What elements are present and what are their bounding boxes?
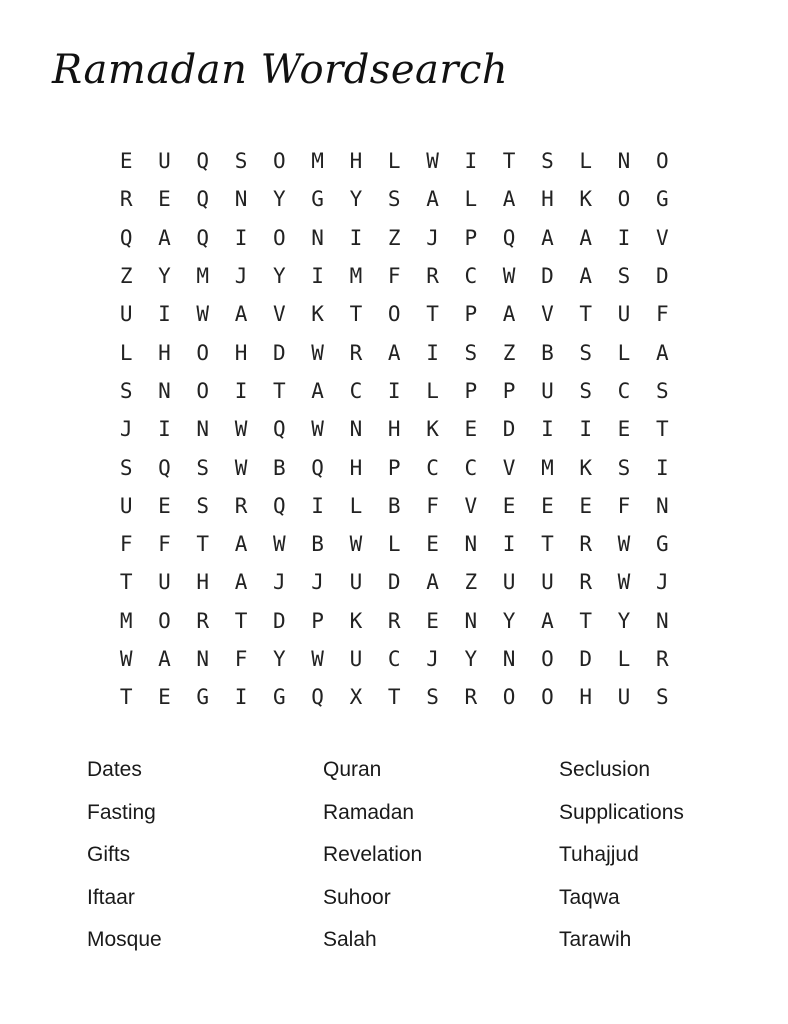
- grid-letter[interactable]: W: [234, 455, 248, 480]
- grid-letter[interactable]: A: [387, 340, 401, 365]
- grid-letter[interactable]: V: [655, 225, 669, 250]
- grid-letter[interactable]: O: [502, 685, 516, 710]
- grid-letter[interactable]: P: [387, 455, 401, 480]
- grid-letter[interactable]: P: [464, 302, 478, 327]
- grid-letter[interactable]: O: [196, 340, 210, 365]
- grid-letter[interactable]: H: [234, 340, 248, 365]
- grid-letter[interactable]: A: [426, 570, 439, 595]
- grid-letter[interactable]: H: [196, 570, 210, 595]
- grid-letter[interactable]: E: [426, 608, 439, 633]
- grid-letter[interactable]: I: [311, 493, 324, 518]
- grid-letter[interactable]: J: [426, 647, 439, 671]
- grid-letter[interactable]: R: [426, 264, 439, 289]
- grid-letter[interactable]: E: [158, 493, 171, 518]
- grid-letter[interactable]: R: [234, 493, 248, 518]
- grid-letter[interactable]: M: [196, 264, 210, 289]
- grid-letter[interactable]: Y: [273, 187, 286, 212]
- grid-letter[interactable]: Q: [158, 455, 171, 480]
- grid-letter[interactable]: S: [196, 493, 210, 518]
- grid-letter[interactable]: I: [617, 225, 631, 250]
- grid-letter[interactable]: J: [426, 225, 439, 250]
- grid-letter[interactable]: X: [349, 685, 363, 710]
- grid-letter[interactable]: C: [387, 647, 401, 671]
- grid-letter[interactable]: W: [311, 647, 324, 671]
- grid-letter[interactable]: N: [617, 149, 631, 174]
- grid-letter[interactable]: I: [426, 340, 439, 365]
- grid-letter[interactable]: A: [502, 187, 516, 212]
- grid-letter[interactable]: L: [349, 493, 363, 518]
- grid-letter[interactable]: U: [502, 570, 516, 595]
- word-list-item: Suhoor: [323, 885, 391, 909]
- grid-letter[interactable]: Q: [273, 493, 286, 518]
- grid-letter[interactable]: U: [349, 647, 363, 671]
- grid-letter[interactable]: A: [541, 225, 554, 250]
- word-list-item: Taqwa: [559, 885, 620, 909]
- grid-letter[interactable]: A: [579, 264, 593, 289]
- grid-letter[interactable]: T: [234, 608, 248, 633]
- grid-letter[interactable]: F: [655, 302, 669, 327]
- grid-letter[interactable]: N: [196, 647, 210, 671]
- grid-letter[interactable]: P: [502, 378, 516, 403]
- grid-letter[interactable]: G: [273, 685, 286, 710]
- grid-letter[interactable]: L: [464, 187, 478, 212]
- word-list-item: Revelation: [323, 843, 423, 866]
- grid-letter[interactable]: F: [387, 264, 401, 289]
- grid-letter[interactable]: M: [541, 455, 554, 480]
- grid-letter[interactable]: W: [119, 647, 133, 671]
- grid-letter[interactable]: T: [579, 302, 593, 327]
- grid-letter[interactable]: I: [349, 225, 363, 250]
- grid-letter[interactable]: U: [119, 302, 133, 327]
- grid-letter[interactable]: H: [349, 149, 363, 174]
- word-list-item: Salah: [323, 928, 377, 951]
- grid-letter[interactable]: F: [158, 532, 171, 557]
- grid-letter[interactable]: J: [273, 570, 286, 595]
- grid-letter[interactable]: Q: [119, 225, 133, 250]
- grid-letter[interactable]: R: [349, 340, 363, 365]
- word-list-item: Dates: [87, 758, 142, 781]
- grid-letter[interactable]: E: [158, 187, 171, 212]
- grid-letter[interactable]: K: [579, 187, 593, 212]
- grid-letter[interactable]: O: [273, 149, 286, 174]
- grid-letter[interactable]: V: [502, 455, 516, 480]
- grid-letter[interactable]: Y: [273, 647, 286, 671]
- grid-letter[interactable]: O: [655, 149, 669, 174]
- grid-letter[interactable]: W: [196, 302, 210, 327]
- grid-letter[interactable]: N: [655, 493, 669, 518]
- grid-letter[interactable]: I: [234, 225, 248, 250]
- grid-letter[interactable]: S: [119, 455, 133, 480]
- grid-letter[interactable]: S: [119, 378, 133, 403]
- grid-letter[interactable]: H: [158, 340, 171, 365]
- grid-letter[interactable]: E: [541, 493, 554, 518]
- grid-letter[interactable]: K: [579, 455, 593, 480]
- grid-letter[interactable]: W: [502, 264, 516, 289]
- grid-letter[interactable]: C: [464, 455, 478, 480]
- grid-letter[interactable]: B: [387, 493, 401, 518]
- grid-letter[interactable]: F: [426, 493, 439, 518]
- grid-letter[interactable]: A: [655, 340, 669, 365]
- grid-letter[interactable]: W: [617, 532, 631, 557]
- grid-letter[interactable]: A: [158, 647, 171, 671]
- grid-letter[interactable]: G: [311, 187, 324, 212]
- grid-letter[interactable]: N: [234, 187, 248, 212]
- word-list-item: Fasting: [87, 800, 156, 824]
- grid-letter[interactable]: S: [196, 455, 210, 480]
- grid-letter[interactable]: I: [502, 532, 516, 557]
- grid-letter[interactable]: Y: [464, 647, 478, 671]
- word-list-item: Ramadan: [323, 800, 415, 824]
- grid-letter[interactable]: A: [541, 608, 554, 633]
- grid-letter[interactable]: W: [311, 417, 324, 442]
- grid-letter[interactable]: Z: [387, 225, 401, 250]
- grid-letter[interactable]: N: [158, 378, 171, 403]
- grid-letter[interactable]: T: [273, 378, 286, 403]
- grid-letter[interactable]: O: [541, 647, 554, 671]
- grid-letter[interactable]: C: [349, 378, 363, 403]
- grid-letter[interactable]: T: [196, 532, 210, 557]
- grid-letter[interactable]: I: [234, 685, 248, 710]
- grid-letter[interactable]: T: [426, 302, 439, 327]
- grid-letter[interactable]: S: [234, 149, 248, 174]
- grid-letter[interactable]: D: [273, 340, 286, 365]
- word-list-item: Quran: [323, 758, 382, 781]
- word-list: [87, 750, 747, 963]
- grid-letter[interactable]: U: [158, 149, 171, 174]
- grid-letter[interactable]: A: [579, 225, 593, 250]
- grid-letter[interactable]: Y: [273, 264, 286, 289]
- grid-letter[interactable]: Y: [617, 608, 631, 633]
- grid-letter[interactable]: S: [579, 340, 593, 365]
- grid-letter[interactable]: F: [234, 647, 248, 671]
- grid-letter[interactable]: Y: [349, 187, 363, 212]
- grid-letter[interactable]: M: [119, 608, 133, 633]
- grid-letter[interactable]: A: [234, 302, 248, 327]
- grid-letter[interactable]: D: [655, 264, 669, 289]
- grid-letter[interactable]: F: [617, 493, 631, 518]
- grid-letter[interactable]: S: [617, 455, 631, 480]
- grid-letter[interactable]: H: [579, 685, 593, 710]
- grid-letter[interactable]: L: [387, 532, 401, 557]
- grid-letter[interactable]: Z: [464, 570, 478, 595]
- grid-letter[interactable]: G: [196, 685, 210, 710]
- grid-letter[interactable]: Q: [196, 149, 210, 174]
- grid-letter[interactable]: A: [234, 532, 248, 557]
- grid-letter[interactable]: I: [464, 149, 478, 174]
- grid-letter[interactable]: I: [579, 417, 593, 442]
- grid-letter[interactable]: A: [311, 378, 324, 403]
- grid-letter[interactable]: Q: [196, 225, 210, 250]
- grid-letter[interactable]: S: [541, 149, 554, 174]
- grid-letter[interactable]: D: [541, 264, 554, 289]
- grid-letter[interactable]: N: [349, 417, 363, 442]
- grid-letter[interactable]: Y: [158, 264, 171, 289]
- grid-letter[interactable]: Q: [273, 417, 286, 442]
- grid-letter[interactable]: V: [464, 493, 478, 518]
- grid-letter[interactable]: H: [387, 417, 401, 442]
- grid-letter[interactable]: I: [541, 417, 554, 442]
- word-list-item: Iftaar: [87, 885, 135, 909]
- grid-letter[interactable]: N: [464, 608, 478, 633]
- grid-letter[interactable]: U: [541, 570, 554, 595]
- grid-letter[interactable]: T: [579, 608, 593, 633]
- grid-letter[interactable]: Q: [311, 455, 324, 480]
- letter-grid: [107, 142, 681, 716]
- grid-letter[interactable]: R: [387, 608, 401, 633]
- grid-letter[interactable]: E: [579, 493, 593, 518]
- grid-letter[interactable]: S: [617, 264, 631, 289]
- grid-letter[interactable]: W: [426, 149, 439, 174]
- grid-letter[interactable]: O: [196, 378, 210, 403]
- grid-letter[interactable]: N: [464, 532, 478, 557]
- grid-letter[interactable]: Z: [502, 340, 516, 365]
- grid-letter[interactable]: L: [579, 149, 593, 174]
- grid-letter[interactable]: J: [119, 417, 133, 442]
- grid-letter[interactable]: L: [119, 340, 133, 365]
- grid-letter[interactable]: S: [655, 378, 669, 403]
- grid-letter[interactable]: W: [311, 340, 324, 365]
- grid-letter[interactable]: U: [541, 378, 554, 403]
- grid-letter[interactable]: I: [311, 264, 324, 289]
- grid-letter[interactable]: T: [387, 685, 401, 710]
- grid-letter[interactable]: U: [617, 302, 631, 327]
- grid-letter[interactable]: I: [655, 455, 669, 480]
- grid-letter[interactable]: B: [541, 340, 554, 365]
- grid-letter[interactable]: R: [196, 608, 210, 633]
- grid-letter[interactable]: P: [311, 608, 324, 633]
- grid-letter[interactable]: I: [387, 378, 401, 403]
- grid-letter[interactable]: V: [273, 302, 286, 327]
- grid-letter[interactable]: I: [158, 302, 171, 327]
- grid-letter[interactable]: D: [387, 570, 401, 595]
- grid-letter[interactable]: S: [426, 685, 439, 710]
- grid-letter[interactable]: N: [196, 417, 210, 442]
- grid-letter[interactable]: G: [655, 532, 669, 557]
- grid-letter[interactable]: C: [617, 378, 631, 403]
- grid-letter[interactable]: L: [617, 647, 631, 671]
- page-title: Ramadan Wordsearch: [52, 47, 509, 93]
- grid-letter[interactable]: T: [349, 302, 363, 327]
- grid-letter[interactable]: A: [502, 302, 516, 327]
- grid-letter[interactable]: P: [464, 378, 478, 403]
- grid-letter[interactable]: T: [119, 570, 133, 595]
- grid-letter[interactable]: E: [158, 685, 171, 710]
- grid-letter[interactable]: I: [234, 378, 248, 403]
- grid-letter[interactable]: L: [426, 378, 439, 403]
- grid-letter[interactable]: L: [617, 340, 631, 365]
- grid-letter[interactable]: E: [119, 149, 133, 174]
- grid-letter[interactable]: C: [464, 264, 478, 289]
- grid-letter[interactable]: W: [234, 417, 248, 442]
- grid-letter[interactable]: A: [158, 225, 171, 250]
- word-list-item: Gifts: [87, 843, 131, 866]
- word-list-item: Tarawih: [559, 928, 632, 951]
- grid-letter[interactable]: U: [349, 570, 363, 595]
- grid-letter[interactable]: H: [349, 455, 363, 480]
- grid-letter[interactable]: K: [426, 417, 439, 442]
- grid-letter[interactable]: J: [234, 264, 248, 289]
- grid-letter[interactable]: N: [502, 647, 516, 671]
- grid-letter[interactable]: W: [273, 532, 286, 557]
- grid-letter[interactable]: O: [617, 187, 631, 212]
- grid-letter[interactable]: E: [617, 417, 631, 442]
- grid-letter[interactable]: H: [541, 187, 554, 212]
- grid-letter[interactable]: T: [655, 417, 669, 442]
- grid-letter[interactable]: S: [464, 340, 478, 365]
- grid-letter[interactable]: O: [387, 302, 401, 327]
- grid-letter[interactable]: O: [158, 608, 171, 633]
- grid-letter[interactable]: R: [579, 532, 593, 557]
- grid-letter[interactable]: B: [273, 455, 286, 480]
- grid-letter[interactable]: O: [273, 225, 286, 250]
- grid-letter[interactable]: A: [234, 570, 248, 595]
- grid-letter[interactable]: R: [579, 570, 593, 595]
- word-list-item: Supplications: [559, 800, 684, 824]
- grid-letter[interactable]: S: [387, 187, 401, 212]
- grid-letter[interactable]: R: [464, 685, 478, 710]
- grid-letter[interactable]: U: [119, 493, 133, 518]
- grid-letter[interactable]: F: [119, 532, 133, 557]
- grid-letter[interactable]: M: [311, 149, 324, 174]
- grid-letter[interactable]: Y: [502, 608, 516, 633]
- grid-letter[interactable]: B: [311, 532, 324, 557]
- grid-letter[interactable]: T: [119, 685, 133, 710]
- word-list-item: Seclusion: [559, 758, 651, 781]
- grid-letter[interactable]: R: [655, 647, 669, 671]
- grid-letter[interactable]: M: [349, 264, 363, 289]
- grid-letter[interactable]: U: [617, 685, 631, 710]
- grid-letter[interactable]: Q: [196, 187, 210, 212]
- grid-letter[interactable]: E: [464, 417, 478, 442]
- grid-letter[interactable]: W: [617, 570, 631, 595]
- grid-letter[interactable]: G: [655, 187, 669, 212]
- grid-letter[interactable]: K: [311, 302, 324, 327]
- grid-letter[interactable]: Q: [311, 685, 324, 710]
- word-list-item: Mosque: [87, 928, 162, 951]
- grid-letter[interactable]: E: [502, 493, 516, 518]
- grid-letter[interactable]: P: [464, 225, 478, 250]
- grid-letter[interactable]: S: [655, 685, 669, 710]
- grid-letter[interactable]: T: [541, 532, 554, 557]
- grid-letter[interactable]: J: [655, 570, 669, 595]
- grid-letter[interactable]: O: [541, 685, 554, 710]
- word-list-item: Tuhajjud: [559, 843, 639, 866]
- grid-letter[interactable]: A: [426, 187, 439, 212]
- grid-letter[interactable]: Z: [119, 264, 133, 289]
- grid-letter[interactable]: W: [349, 532, 363, 557]
- grid-letter[interactable]: S: [579, 378, 593, 403]
- grid-letter[interactable]: D: [502, 417, 516, 442]
- grid-letter[interactable]: U: [158, 570, 171, 595]
- grid-letter[interactable]: L: [387, 149, 401, 174]
- grid-letter[interactable]: J: [311, 570, 324, 595]
- grid-letter[interactable]: N: [655, 608, 669, 633]
- grid-letter[interactable]: V: [541, 302, 554, 327]
- grid-letter[interactable]: Q: [502, 225, 516, 250]
- grid-letter[interactable]: E: [426, 532, 439, 557]
- grid-letter[interactable]: R: [119, 187, 133, 212]
- grid-letter[interactable]: N: [311, 225, 324, 250]
- grid-letter[interactable]: C: [426, 455, 439, 480]
- grid-letter[interactable]: T: [502, 149, 516, 174]
- grid-letter[interactable]: K: [349, 608, 363, 633]
- grid-letter[interactable]: I: [158, 417, 171, 442]
- grid-letter[interactable]: D: [579, 647, 593, 671]
- grid-letter[interactable]: D: [273, 608, 286, 633]
